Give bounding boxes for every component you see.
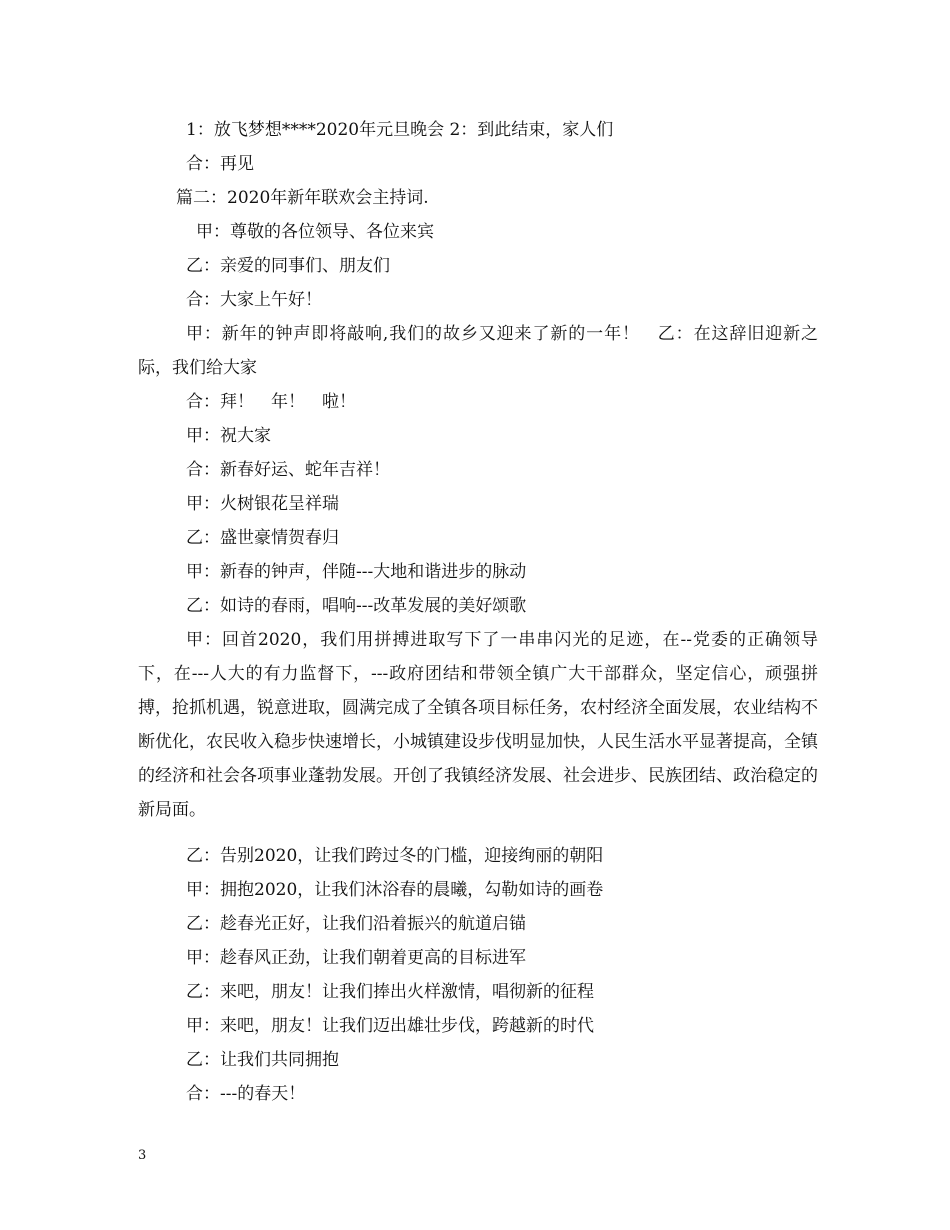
text-line: 甲：火树银花呈祥瑞 [186,494,339,514]
text-line: 乙：亲爱的同事们、朋友们 [186,256,390,276]
text-line: 甲：趁春风正劲，让我们朝着更高的目标进军 [186,948,526,968]
text-line: 乙：告别2020，让我们跨过冬的门槛，迎接绚丽的朝阳 [186,846,604,866]
page-number: 3 [138,1148,147,1163]
paragraph: 甲：新年的钟声即将敲响,我们的故乡又迎来了新的一年！ 乙：在这辞旧迎新之际，我们给大家 [138,324,818,378]
text-line: 甲：拥抱2020，让我们沐浴春的晨曦，勾勒如诗的画卷 [186,880,604,900]
text-line: 合：再见 [186,154,254,174]
text-line: 甲：祝大家 [186,426,271,446]
text-line: 1：放飞梦想****2020年元旦晚会 2：到此结束，家人们 [186,120,614,140]
text-line: 甲：尊敬的各位领导、各位来宾 [196,222,434,242]
paragraph: 甲：回首2020，我们用拼搏进取写下了一串串闪光的足迹，在--党委的正确领导下，在---人大的有力监督下，---政府团结和带领全镇广大干部群众，坚定信心，顽强拼搏，抢抓机遇，锐意进取，圆满完成了全镇各项目标任务，农村经济全面发展，农业结构不断优化，农民收入稳步快速增长，小城镇建设步伐明显加快，人民生活水平显著提高，全镇的经济和社会各项事业蓬勃发展。开创了我镇经济发展、社会进步、民族团结、政治稳定的新局面。 [138,630,818,820]
text-line: 乙：趁春光正好，让我们沿着振兴的航道启锚 [186,914,526,934]
text-line: 合：---的春天！ [186,1084,306,1104]
text-line: 乙：盛世豪情贺春归 [186,528,339,548]
text-line: 甲：新春的钟声，伴随---大地和谐进步的脉动 [186,562,527,582]
text-line: 乙：让我们共同拥抱 [186,1050,339,1070]
text-line: 合：大家上午好！ [186,290,322,310]
text-line: 乙：来吧，朋友！让我们捧出火样激情，唱彻新的征程 [186,982,594,1002]
text-line: 合：拜！ 年！ 啦！ [186,392,356,412]
text-line: 合：新春好运、蛇年吉祥！ [186,460,390,480]
text-line: 甲：来吧，朋友！让我们迈出雄壮步伐，跨越新的时代 [186,1016,594,1036]
section-heading: 篇二：2020年新年联欢会主持词. [176,188,429,208]
text-line: 乙：如诗的春雨，唱响---改革发展的美好颂歌 [186,596,527,616]
